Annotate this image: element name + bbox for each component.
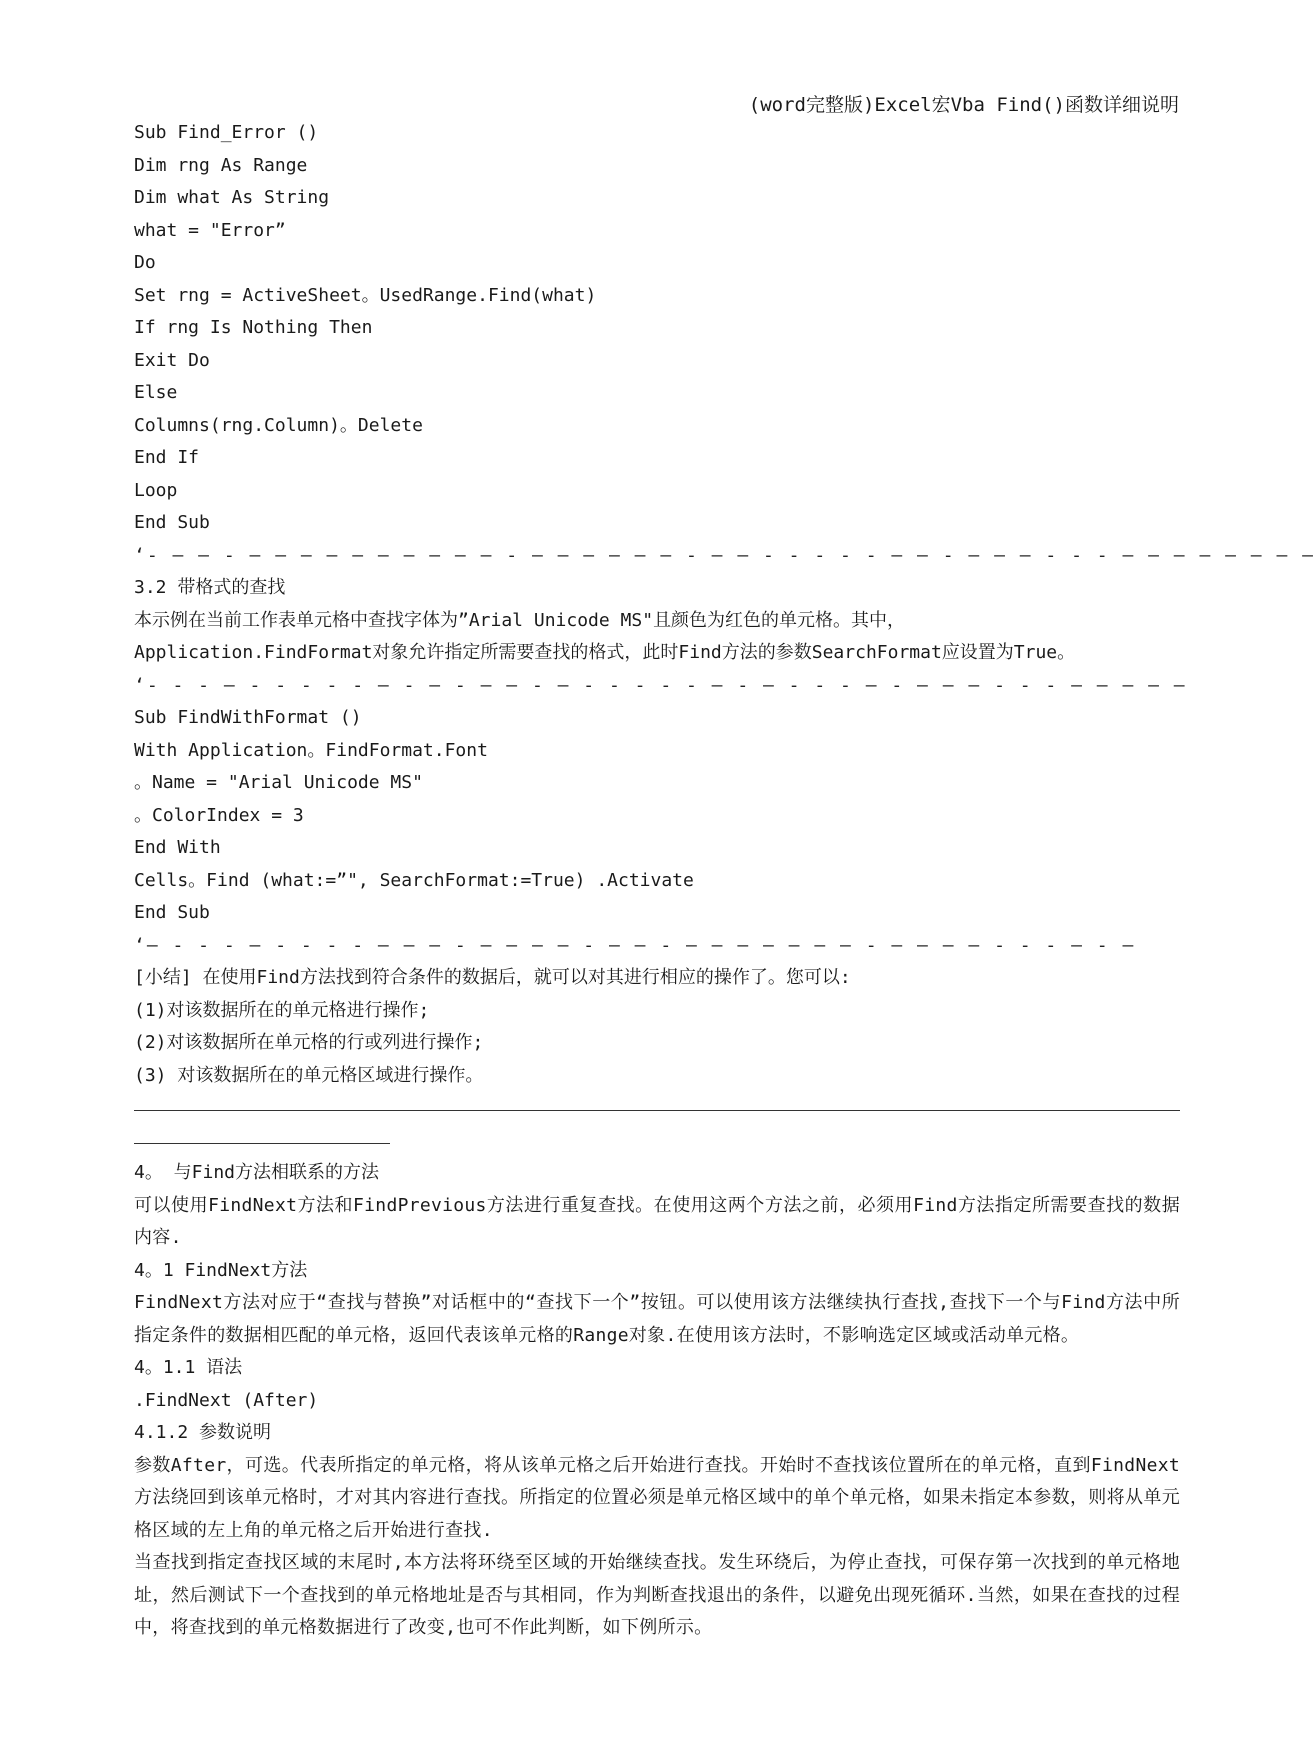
code-line: Else <box>134 382 178 403</box>
code-line: 。ColorIndex = 3 <box>134 804 304 826</box>
syntax-line: .FindNext (After) <box>134 1389 319 1411</box>
horizontal-rule <box>134 1092 1180 1125</box>
paragraph: 本示例在当前工作表单元格中查找字体为”Arial Unicode MS"且颜色为红色的单元格。其中， <box>134 609 906 631</box>
code-line: End With <box>134 837 221 858</box>
code-line: Columns(rng.Column)。Delete <box>134 414 423 436</box>
paragraph: 可以使用FindNext方法和FindPrevious方法进行重复查找。在使用这两个方法之前，必须用Find方法指定所需要查找的数据内容. <box>134 1194 1180 1248</box>
document-body <box>134 117 1315 1645</box>
section-heading-4: 4。 与Find方法相联系的方法 <box>134 1162 380 1183</box>
code-line: Sub Find_Error () <box>134 122 319 143</box>
code-line: Cells。Find (what:=”", SearchFormat:=True) .Activate <box>134 869 694 891</box>
code-line: End If <box>134 447 200 468</box>
code-line: Sub FindWithFormat () <box>134 707 362 728</box>
summary-line: [小结] 在使用Find方法找到符合条件的数据后，就可以对其进行相应的操作了。您可以: <box>134 967 851 988</box>
paragraph: FindNext方法对应于“查找与替换”对话框中的“查找下一个”按钮。可以使用该方法继续执行查找,查找下一个与Find方法中所指定条件的数据相匹配的单元格，返回代表该单元格的Range对象.在使用该方法时，不影响选定区域或活动单元格。 <box>134 1292 1180 1346</box>
code-line: End Sub <box>134 512 210 533</box>
code-line: Dim rng As Range <box>134 154 308 176</box>
code-line: If rng Is Nothing Then <box>134 317 373 338</box>
code-line: Dim what As String <box>134 187 330 208</box>
code-line: Set rng = ActiveSheet。UsedRange.Find(what) <box>134 284 597 306</box>
comment-separator: ‘— - - - — - - - - — — — - — — — — - — — - — — — — — — — - — — — — - - - — - — <box>134 934 1136 956</box>
section-heading-4-1-2: 4.1.2 参数说明 <box>134 1422 272 1443</box>
code-line: Loop <box>134 479 178 501</box>
summary-line: (3) 对该数据所在的单元格区域进行操作。 <box>134 1064 484 1086</box>
comment-separator: ‘- - - — - - - - - — - — - — — - — - - - - - — - — - - - — - — — — - - - — — — — — <box>134 674 1187 696</box>
code-line: End Sub <box>134 902 210 923</box>
paragraph: 参数After，可选。代表所指定的单元格，将从该单元格之后开始进行查找。开始时不查找该位置所在的单元格，直到FindNext方法绕回到该单元格时，才对其内容进行查找。所指定的位置必须是单元格区域中的单个单元格，如果未指定本参数，则将从单元格区域的左上角的单元格之后开始进行查找. <box>134 1454 1180 1541</box>
code-line: Exit Do <box>134 349 210 371</box>
section-heading-4-1-1: 4。1.1 语法 <box>134 1357 243 1378</box>
code-line: what = "Error” <box>134 219 286 241</box>
paragraph: Application.FindFormat对象允许指定所需要查找的格式，此时Find方法的参数SearchFormat应设置为True。 <box>134 642 1076 663</box>
summary-line: (2)对该数据所在单元格的行或列进行操作; <box>134 1032 484 1053</box>
code-block-find-with-format <box>134 702 1180 930</box>
code-line: Do <box>134 252 156 273</box>
horizontal-rule-short <box>134 1125 390 1158</box>
code-line: With Application。FindFormat.Font <box>134 739 488 761</box>
page-header: (word完整版)Excel宏Vba Find()函数详细说明 <box>748 94 1179 116</box>
summary-line: (1)对该数据所在的单元格进行操作; <box>134 999 430 1021</box>
code-block-find-error <box>134 117 1180 540</box>
paragraph: 当查找到指定查找区域的末尾时,本方法将环绕至区域的开始继续查找。发生环绕后，为停止查找，可保存第一次找到的单元格地址，然后测试下一个查找到的单元格地址是否与其相同，作为判断查找退出的条件，以避免出现死循环.当然，如果在查找的过程中，将查找到的单元格数据进行了改变,也可不作此判断，如下例所示。 <box>134 1552 1180 1638</box>
section-heading-4-1: 4。1 FindNext方法 <box>134 1259 308 1281</box>
comment-separator: ‘- — — - — — — — — — — — — — - — — — — — — - — — - - - - - — — - — — — - - - — — — — — — — — <box>134 544 1315 566</box>
code-line: 。Name = "Arial Unicode MS" <box>134 772 423 793</box>
summary-block <box>134 962 1180 1092</box>
section-heading-3-2: 3.2 带格式的查找 <box>134 577 286 598</box>
